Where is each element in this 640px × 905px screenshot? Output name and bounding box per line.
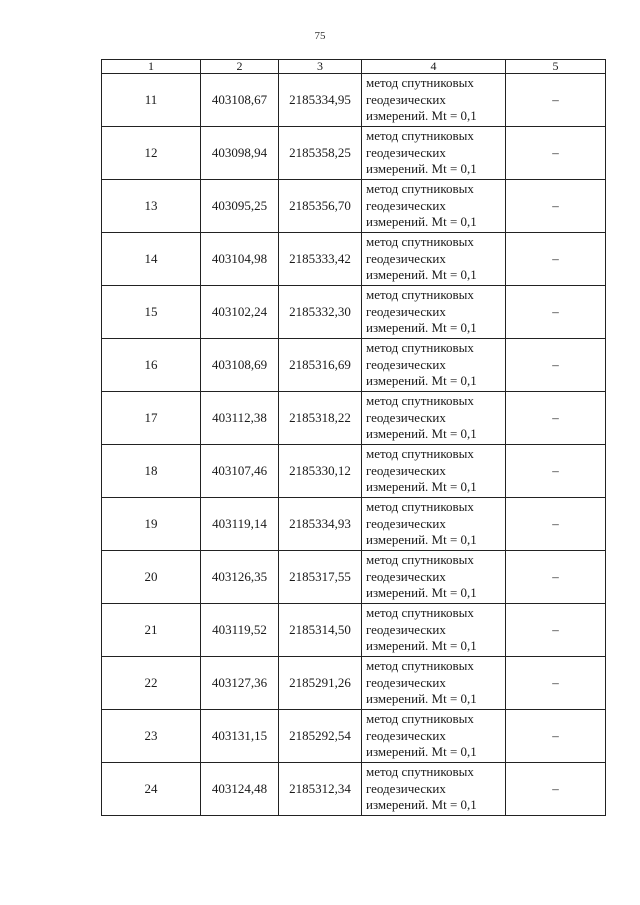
method-line-2: геодезических	[366, 250, 446, 266]
coordinate-y: 2185312,34	[279, 763, 362, 816]
table-row	[102, 392, 606, 445]
coordinate-x: 403108,69	[201, 339, 279, 392]
method-description	[362, 127, 506, 180]
page-number: 75	[314, 30, 326, 42]
point-number: 14	[102, 233, 201, 286]
table-row	[102, 180, 606, 233]
method-description	[362, 445, 506, 498]
method-line-3: измерений. Mt = 0,1	[366, 638, 477, 654]
point-number: 13	[102, 180, 201, 233]
point-number: 21	[102, 604, 201, 657]
coordinate-x: 403124,48	[201, 763, 279, 816]
dash-cell: –	[506, 551, 606, 604]
header-col-5: 5	[506, 60, 606, 74]
method-line-1: метод спутниковых	[366, 605, 474, 621]
coordinate-x: 403104,98	[201, 233, 279, 286]
coordinate-y: 2185318,22	[279, 392, 362, 445]
method-line-2: геодезических	[366, 462, 446, 478]
dash-cell: –	[506, 604, 606, 657]
point-number: 22	[102, 657, 201, 710]
method-line-3: измерений. Mt = 0,1	[366, 426, 477, 442]
coordinate-x: 403108,67	[201, 74, 279, 127]
method-description	[362, 551, 506, 604]
point-number: 12	[102, 127, 201, 180]
method-line-2: геодезических	[366, 356, 446, 372]
method-description	[362, 657, 506, 710]
method-line-1: метод спутниковых	[366, 658, 474, 674]
method-line-3: измерений. Mt = 0,1	[366, 108, 477, 124]
coordinate-y: 2185334,93	[279, 498, 362, 551]
dash-cell: –	[506, 74, 606, 127]
table-row	[102, 339, 606, 392]
coordinate-x: 403119,52	[201, 604, 279, 657]
method-description	[362, 180, 506, 233]
method-line-3: измерений. Mt = 0,1	[366, 797, 477, 813]
coordinate-y: 2185356,70	[279, 180, 362, 233]
method-description	[362, 233, 506, 286]
dash-cell: –	[506, 763, 606, 816]
header-col-2: 2	[201, 60, 279, 74]
method-line-2: геодезических	[366, 197, 446, 213]
method-line-2: геодезических	[366, 303, 446, 319]
method-line-1: метод спутниковых	[366, 287, 474, 303]
table-row	[102, 763, 606, 816]
table-row	[102, 551, 606, 604]
header-col-3: 3	[279, 60, 362, 74]
method-line-3: измерений. Mt = 0,1	[366, 161, 477, 177]
method-line-2: геодезических	[366, 780, 446, 796]
method-line-1: метод спутниковых	[366, 499, 474, 515]
coordinates-table	[101, 59, 606, 816]
method-line-2: геодезических	[366, 515, 446, 531]
method-line-3: измерений. Mt = 0,1	[366, 267, 477, 283]
dash-cell: –	[506, 710, 606, 763]
table-body	[102, 74, 606, 816]
method-line-3: измерений. Mt = 0,1	[366, 532, 477, 548]
coordinate-y: 2185332,30	[279, 286, 362, 339]
header-col-4: 4	[362, 60, 506, 74]
dash-cell: –	[506, 657, 606, 710]
coordinate-y: 2185291,26	[279, 657, 362, 710]
method-line-3: измерений. Mt = 0,1	[366, 214, 477, 230]
point-number: 19	[102, 498, 201, 551]
table-row	[102, 657, 606, 710]
method-line-3: измерений. Mt = 0,1	[366, 373, 477, 389]
coordinate-y: 2185330,12	[279, 445, 362, 498]
dash-cell: –	[506, 445, 606, 498]
header-col-1: 1	[102, 60, 201, 74]
method-line-3: измерений. Mt = 0,1	[366, 585, 477, 601]
table-row	[102, 710, 606, 763]
coordinate-x: 403127,36	[201, 657, 279, 710]
table-row	[102, 233, 606, 286]
method-description	[362, 339, 506, 392]
point-number: 23	[102, 710, 201, 763]
table-row	[102, 286, 606, 339]
method-line-1: метод спутниковых	[366, 234, 474, 250]
dash-cell: –	[506, 286, 606, 339]
coordinate-x: 403102,24	[201, 286, 279, 339]
method-line-2: геодезических	[366, 144, 446, 160]
point-number: 16	[102, 339, 201, 392]
table-row	[102, 498, 606, 551]
method-line-3: измерений. Mt = 0,1	[366, 320, 477, 336]
coordinate-y: 2185358,25	[279, 127, 362, 180]
method-description	[362, 286, 506, 339]
method-description	[362, 498, 506, 551]
coordinate-x: 403131,15	[201, 710, 279, 763]
dash-cell: –	[506, 392, 606, 445]
method-line-2: геодезических	[366, 409, 446, 425]
point-number: 20	[102, 551, 201, 604]
method-line-2: геодезических	[366, 727, 446, 743]
dash-cell: –	[506, 127, 606, 180]
dash-cell: –	[506, 233, 606, 286]
method-line-1: метод спутниковых	[366, 446, 474, 462]
coordinate-x: 403119,14	[201, 498, 279, 551]
table-row	[102, 127, 606, 180]
method-description	[362, 763, 506, 816]
method-description	[362, 604, 506, 657]
coordinate-y: 2185333,42	[279, 233, 362, 286]
method-line-1: метод спутниковых	[366, 711, 474, 727]
method-line-2: геодезических	[366, 674, 446, 690]
method-line-1: метод спутниковых	[366, 340, 474, 356]
coordinate-y: 2185292,54	[279, 710, 362, 763]
method-line-1: метод спутниковых	[366, 128, 474, 144]
point-number: 18	[102, 445, 201, 498]
method-line-1: метод спутниковых	[366, 75, 474, 91]
method-line-1: метод спутниковых	[366, 181, 474, 197]
coordinate-y: 2185316,69	[279, 339, 362, 392]
coordinate-x: 403095,25	[201, 180, 279, 233]
table-row	[102, 74, 606, 127]
coordinate-x: 403107,46	[201, 445, 279, 498]
point-number: 17	[102, 392, 201, 445]
method-line-3: измерений. Mt = 0,1	[366, 744, 477, 760]
dash-cell: –	[506, 180, 606, 233]
coordinate-x: 403126,35	[201, 551, 279, 604]
method-line-2: геодезических	[366, 568, 446, 584]
method-line-3: измерений. Mt = 0,1	[366, 479, 477, 495]
coordinate-x: 403098,94	[201, 127, 279, 180]
coordinate-x: 403112,38	[201, 392, 279, 445]
method-line-1: метод спутниковых	[366, 393, 474, 409]
table-header-row	[102, 60, 606, 74]
point-number: 15	[102, 286, 201, 339]
point-number: 11	[102, 74, 201, 127]
method-line-3: измерений. Mt = 0,1	[366, 691, 477, 707]
method-description	[362, 74, 506, 127]
dash-cell: –	[506, 498, 606, 551]
coordinate-y: 2185314,50	[279, 604, 362, 657]
coordinate-y: 2185334,95	[279, 74, 362, 127]
method-line-1: метод спутниковых	[366, 552, 474, 568]
table-row	[102, 604, 606, 657]
coordinate-y: 2185317,55	[279, 551, 362, 604]
point-number: 24	[102, 763, 201, 816]
dash-cell: –	[506, 339, 606, 392]
method-description	[362, 392, 506, 445]
method-line-2: геодезических	[366, 91, 446, 107]
method-line-1: метод спутниковых	[366, 764, 474, 780]
method-line-2: геодезических	[366, 621, 446, 637]
table-row	[102, 445, 606, 498]
method-description	[362, 710, 506, 763]
